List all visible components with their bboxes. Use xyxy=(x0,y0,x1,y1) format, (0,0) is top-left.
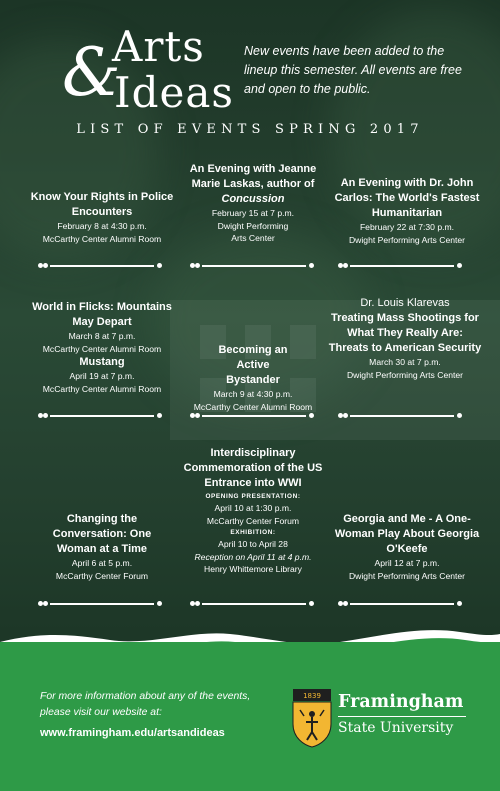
event-date: February 8 at 4:30 p.m. xyxy=(57,221,147,231)
divider-dots xyxy=(338,601,348,607)
divider-line xyxy=(202,415,306,417)
seal-year: 1839 xyxy=(303,692,321,700)
divider xyxy=(38,412,162,420)
divider-line xyxy=(50,603,154,605)
divider xyxy=(190,262,314,270)
event-date: April 10 at 1:30 p.m. xyxy=(214,503,292,513)
divider xyxy=(338,600,462,608)
website-link[interactable]: www.framingham.edu/artsandideas xyxy=(40,727,225,739)
divider-end-dot xyxy=(457,413,462,418)
event-venue: Dwight Performing Arts Center xyxy=(348,234,466,245)
divider-line xyxy=(50,265,154,267)
event-title: Interdisciplinary Commemoration of the US Entrance into WWI xyxy=(183,447,323,489)
event-date: March 9 at 4:30 p.m. xyxy=(213,389,293,399)
logo-word-arts: Arts xyxy=(112,22,205,71)
divider-dots xyxy=(190,413,200,419)
intro-text: New events have been added to the lineup this semester. All events are free and open to the public. xyxy=(244,44,462,96)
divider-end-dot xyxy=(309,413,314,418)
divider-line xyxy=(202,603,306,605)
event-date: April 10 to April 28 xyxy=(218,539,288,549)
divider-end-dot xyxy=(157,601,162,606)
divider xyxy=(190,600,314,608)
divider-end-dot xyxy=(157,413,162,418)
divider xyxy=(38,262,162,270)
event-venue: Dwight Performing Arts Center xyxy=(346,369,464,380)
event-title: Mustang xyxy=(79,356,125,368)
divider-dots xyxy=(338,413,348,419)
university-rule xyxy=(338,716,466,717)
event-speaker: Dr. Louis Klarevas xyxy=(360,297,450,309)
event-title: Georgia and Me - A One-Woman Play About Georgia O'Keefe xyxy=(334,513,480,555)
divider-dots xyxy=(190,601,200,607)
event-venue: McCarthy Center Forum xyxy=(206,515,300,526)
event-venue: Arts Center xyxy=(231,233,275,243)
event-reception: Reception on April 11 at 4 p.m. xyxy=(194,551,312,562)
event-title-book: Concussion xyxy=(221,193,285,205)
event-venue: McCarthy Center Alumni Room xyxy=(42,233,162,244)
event-title xyxy=(178,162,328,207)
event-mass-shootings xyxy=(326,296,484,381)
divider-dots xyxy=(338,263,348,269)
event-date: April 12 at 7 p.m. xyxy=(374,558,440,568)
divider-dots xyxy=(38,413,48,419)
event-know-your-rights xyxy=(27,190,177,245)
divider-dots xyxy=(190,263,200,269)
event-georgia-and-me xyxy=(332,512,482,582)
divider-dots xyxy=(38,263,48,269)
divider-end-dot xyxy=(457,601,462,606)
divider-dots xyxy=(38,601,48,607)
event-title: Changing the Conversation: One Woman at a Time xyxy=(52,513,152,555)
event-date: March 8 at 7 p.m. xyxy=(68,331,136,341)
logo-word-ideas: Ideas xyxy=(114,68,234,117)
event-jeanne-marie-laskas xyxy=(178,162,328,245)
divider-line xyxy=(202,265,306,267)
event-venue: Dwight Performing xyxy=(217,220,289,231)
event-changing-conversation xyxy=(27,512,177,582)
event-date: April 6 at 5 p.m. xyxy=(71,558,133,568)
event-world-in-flicks xyxy=(27,300,177,395)
university-seal-icon xyxy=(292,688,332,748)
divider xyxy=(190,412,314,420)
university-subtitle: State University xyxy=(338,720,454,736)
event-venue: McCarthy Center Alumni Room xyxy=(193,401,313,412)
divider xyxy=(338,412,462,420)
event-venue: McCarthy Center Alumni Room xyxy=(42,383,162,394)
divider-line xyxy=(50,415,154,417)
divider-line xyxy=(350,265,454,267)
event-date: April 19 at 7 p.m. xyxy=(69,371,135,381)
event-venue: Dwight Performing Arts Center xyxy=(348,570,466,581)
event-title: Treating Mass Shootings for What They Really Are: Threats to American Security xyxy=(328,312,482,354)
event-venue: Henry Whittemore Library xyxy=(204,564,302,574)
university-name: Framingham xyxy=(338,692,464,712)
event-john-carlos xyxy=(332,176,482,246)
event-title: Know Your Rights in Police Encounters xyxy=(30,191,174,218)
event-title: World in Flicks: Mountains May Depart xyxy=(32,301,172,328)
event-wwi-commemoration xyxy=(176,446,330,576)
event-venue: McCarthy Center Alumni Room xyxy=(42,343,162,354)
poster-header xyxy=(0,0,500,120)
event-title-text: An Evening with Jeanne Marie Laskas, author of xyxy=(189,163,317,190)
event-active-bystander xyxy=(178,343,328,413)
event-venue: McCarthy Center Forum xyxy=(55,570,149,581)
footer-info: For more information about any of the events, please visit our website at: xyxy=(40,691,251,718)
event-date: February 22 at 7:30 p.m. xyxy=(359,222,455,232)
divider-end-dot xyxy=(309,601,314,606)
event-label: EXHIBITION: xyxy=(230,529,276,536)
divider-end-dot xyxy=(309,263,314,268)
divider-line xyxy=(350,415,454,417)
arts-ideas-logo xyxy=(62,22,234,117)
divider-end-dot xyxy=(457,263,462,268)
divider-end-dot xyxy=(157,263,162,268)
divider-line xyxy=(350,603,454,605)
event-label: OPENING PRESENTATION: xyxy=(205,493,301,500)
event-title: An Evening with Dr. John Carlos: The World's Fastest Humanitarian xyxy=(334,177,480,219)
list-title: LIST OF EVENTS SPRING 2017 xyxy=(76,122,424,137)
event-date: February 15 at 7 p.m. xyxy=(211,208,295,218)
logo-ampersand: & xyxy=(62,34,121,111)
event-date: March 30 at 7 p.m. xyxy=(369,357,441,367)
divider xyxy=(38,600,162,608)
event-title: Becoming an Active Bystander xyxy=(218,344,288,386)
divider xyxy=(338,262,462,270)
